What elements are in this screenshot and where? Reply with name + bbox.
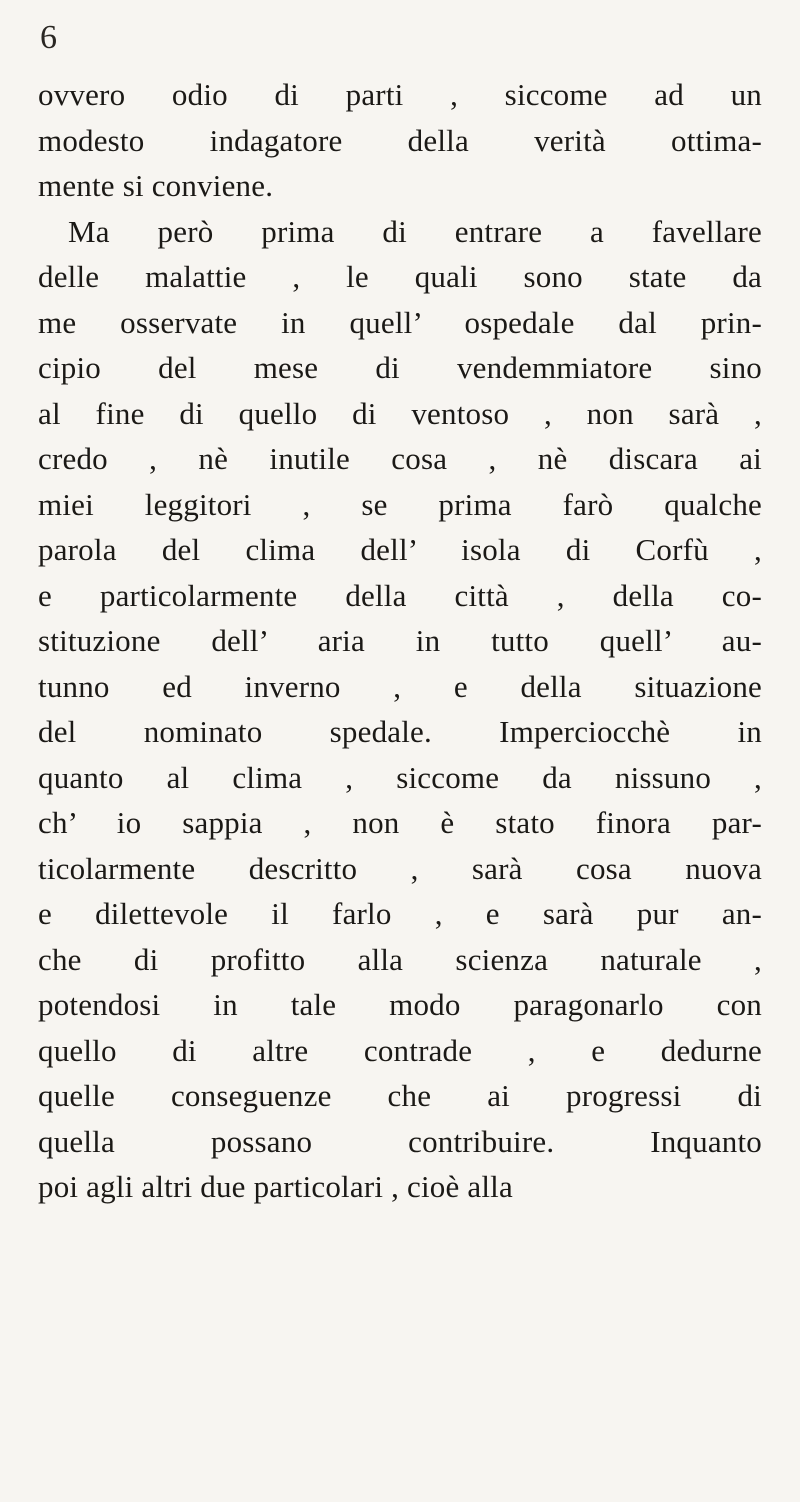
text-line: e dilettevole il farlo , e sarà pur an- — [38, 896, 762, 931]
body-text — [38, 72, 762, 1210]
text-line: potendosi in tale modo paragonarlo con — [38, 987, 762, 1022]
text-line: al fine di quello di ventoso , non sarà , — [38, 395, 762, 431]
text-line: credo , nè inutile cosa , nè discara ai — [38, 441, 762, 476]
text-line: parola del clima dell’ isola di Corfù , — [38, 532, 762, 567]
text-line: ticolarmente descritto , sarà cosa nuova — [38, 850, 762, 886]
text-line: modesto indagatore della verità ottima- — [38, 122, 762, 158]
text-line: ch’ io sappia , non è stato finora par- — [38, 805, 762, 840]
text-line: del nominato spedale. Imperciocchè in — [38, 714, 762, 749]
text-line: delle malattie , le quali sono state da — [38, 259, 762, 294]
text-line: tunno ed inverno , e della situazione — [38, 668, 762, 704]
text-line: me osservate in quell’ ospedale dal prin- — [38, 304, 762, 340]
text-line: quanto al clima , siccome da nissuno , — [38, 759, 762, 795]
text-line: cipio del mese di vendemmiatore sino — [38, 350, 762, 385]
page-number: 6 — [40, 19, 57, 56]
text-line: quello di altre contrade , e dedurne — [38, 1032, 762, 1068]
text-line: mente si conviene. — [38, 168, 274, 203]
text-line: miei leggitori , se prima farò qualche — [38, 486, 762, 522]
text-line: quella possano contribuire. Inquanto — [38, 1123, 762, 1159]
text-line: stituzione dell’ aria in tutto quell’ au- — [38, 623, 762, 658]
text-line: Ma però prima di entrare a favellare — [68, 213, 762, 249]
text-line: che di profitto alla scienza naturale , — [38, 941, 762, 977]
text-line: quelle conseguenze che ai progressi di — [38, 1078, 762, 1113]
text-line: e particolarmente della città , della co- — [38, 577, 762, 613]
text-line: ovvero odio di parti , siccome ad un — [38, 77, 762, 112]
text-line: poi agli altri due particolari , cioè alla — [38, 1169, 513, 1204]
